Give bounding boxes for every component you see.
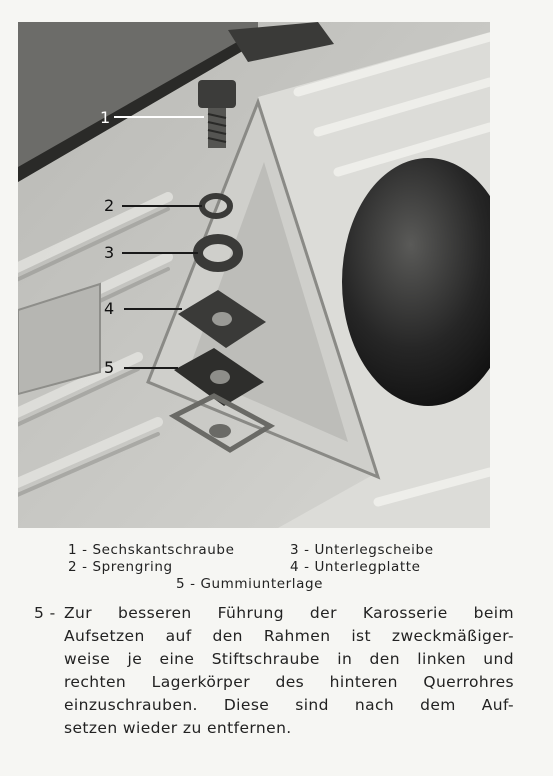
note-line: rechten Lagerkörper des hinteren Querrohres	[64, 673, 514, 691]
legend-item: 1 - Sechskantschraube	[68, 542, 235, 558]
callout-2: 2	[104, 196, 115, 215]
callout-5: 5	[104, 358, 115, 377]
assembly-photo	[18, 22, 490, 528]
callout-3: 3	[104, 243, 115, 262]
legend-item: 5 - Gummiunterlage	[176, 576, 324, 592]
assembly-photo-drawing	[18, 22, 490, 528]
note-line: Aufsetzen auf den Rahmen ist zweckmäßiger-	[64, 627, 514, 645]
callout-4: 4	[104, 299, 115, 318]
note-line: setzen wieder zu entfernen.	[64, 719, 292, 737]
note-line: weise je eine Stiftschraube in den linken und	[64, 650, 514, 668]
legend-item: 2 - Sprengring	[68, 559, 173, 575]
note-line: Zur besseren Führung der Karosserie beim	[64, 604, 514, 622]
note-body	[64, 602, 514, 740]
legend-item: 4 - Unterlegplatte	[290, 559, 421, 575]
legend-item: 3 - Unterlegscheibe	[290, 542, 434, 558]
callout-1: 1	[100, 108, 111, 127]
note-line: einzuschrauben. Diese sind nach dem Auf-	[64, 696, 514, 714]
note-number: 5 -	[34, 604, 56, 622]
